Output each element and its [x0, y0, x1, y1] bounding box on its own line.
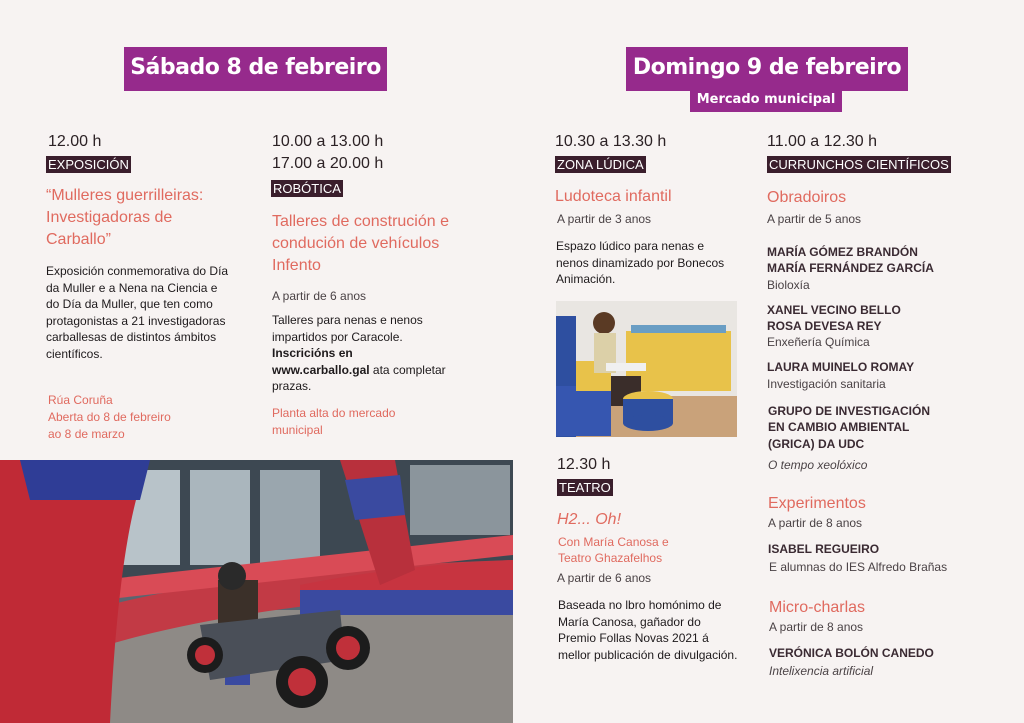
person-4c: (GRICA) DA UDC — [768, 437, 865, 451]
field-5: E alumnas do IES Alfredo Brañas — [769, 560, 948, 574]
saturday-photo-kart — [0, 460, 513, 723]
experimentos-age: A partir de 8 anos — [768, 516, 863, 530]
ludoteca-photo-illustration — [556, 301, 737, 437]
sunday-subtitle: Mercado municipal — [690, 88, 842, 112]
field-4: O tempo xeolóxico — [768, 458, 868, 472]
robotica-age: A partir de 6 anos — [272, 289, 367, 303]
teatro-heading: H2... Oh! — [557, 511, 622, 528]
teatro-description: Baseada no lbro homónimo de María Canosa, gañador do Premio Follas Novas 2021 á mellor publicación de divulgación. — [558, 598, 738, 662]
ludica-tag: ZONA LÚDICA — [557, 157, 644, 172]
sunday-photo-ludoteca — [556, 301, 737, 437]
ludica-age: A partir de 3 anos — [557, 212, 652, 226]
person-1a: MARÍA GÓMEZ BRANDÓN — [767, 245, 918, 259]
exposicion-place-3: ao 8 de marzo — [48, 427, 125, 441]
obradoiros-age: A partir de 5 anos — [767, 212, 862, 226]
robotica-heading: Talleres de construción e condución de vehículos Infento — [272, 213, 449, 274]
teatro-company-1: Con María Canosa e — [558, 535, 669, 549]
exposicion-tag-wrap — [46, 156, 131, 174]
robotica-registration-rest: ata completar prazas. — [272, 362, 446, 393]
person-1b: MARÍA FERNÁNDEZ GARCÍA — [767, 261, 934, 275]
person-2a: XANEL VECINO BELLO — [767, 303, 901, 317]
robotica-registration-link[interactable]: Inscricións en www.carballo.gal — [272, 346, 370, 377]
exposicion-description: Exposición conmemorativa do Día da Muller e a Nena na Ciencia e do Día da Muller, que ten como protagonistas a 21 investigadoras carballesas de distintos ámbitos científicos. — [46, 264, 229, 361]
ludica-tag-wrap — [555, 156, 646, 174]
field-2: Enxeñería Química — [767, 335, 870, 349]
robotica-tag-wrap — [271, 180, 343, 198]
teatro-time: 12.30 h — [557, 456, 611, 473]
exposicion-time: 12.00 h — [48, 133, 102, 150]
currunchos-time: 11.00 a 12.30 h — [767, 133, 878, 150]
person-5: ISABEL REGUEIRO — [768, 542, 880, 556]
ludica-description: Espazo lúdico para nenas e nenos dinamizado por Bonecos Animación. — [556, 239, 725, 286]
exposicion-place-1: Rúa Coruña — [48, 393, 113, 407]
microcharlas-heading: Micro-charlas — [769, 599, 866, 616]
teatro-tag: TEATRO — [559, 480, 611, 495]
teatro-age: A partir de 6 anos — [557, 571, 652, 585]
person-2b: ROSA DEVESA REY — [767, 319, 882, 333]
exposicion-tag: EXPOSICIÓN — [48, 157, 129, 172]
robotica-time-2: 17.00 a 20.00 h — [272, 155, 384, 172]
person-4a: GRUPO DE INVESTIGACIÓN — [768, 404, 931, 418]
microcharlas-age: A partir de 8 anos — [769, 620, 864, 634]
robotica-description — [272, 312, 452, 395]
field-3: Investigación sanitaria — [767, 377, 886, 391]
robotica-desc-text: Talleres para nenas e nenos impartidos por Caracole. — [272, 313, 423, 344]
kart-photo-illustration — [0, 460, 513, 723]
experimentos-heading: Experimentos — [768, 495, 866, 512]
robotica-tag: ROBÓTICA — [273, 181, 341, 196]
currunchos-tag-wrap — [767, 156, 951, 174]
obradoiros-heading: Obradoiros — [767, 189, 847, 206]
person-6: VERÓNICA BOLÓN CANEDO — [769, 646, 934, 660]
teatro-company-2: Teatro Ghazafelhos — [558, 551, 663, 565]
teatro-tag-wrap — [557, 479, 613, 497]
field-1: Bioloxía — [767, 278, 810, 292]
saturday-title: Sábado 8 de febreiro — [124, 47, 387, 91]
currunchos-tag: CURRUNCHOS CIENTÍFICOS — [769, 157, 949, 172]
robotica-time-1: 10.00 a 13.00 h — [272, 133, 384, 150]
ludica-heading: Ludoteca infantil — [555, 188, 672, 205]
person-4b: EN CAMBIO AMBIENTAL — [768, 420, 910, 434]
ludica-time: 10.30 a 13.30 h — [555, 133, 667, 150]
person-3: LAURA MUINELO ROMAY — [767, 360, 915, 374]
field-6: Intelixencia artificial — [769, 664, 874, 678]
exposicion-heading: “Mulleres guerrilleiras: Investigadoras de Carballo” — [46, 187, 204, 248]
sunday-title: Domingo 9 de febreiro — [626, 47, 908, 91]
robotica-place: Planta alta do mercado municipal — [272, 406, 396, 437]
exposicion-place-2: Aberta do 8 de febreiro — [48, 410, 171, 424]
